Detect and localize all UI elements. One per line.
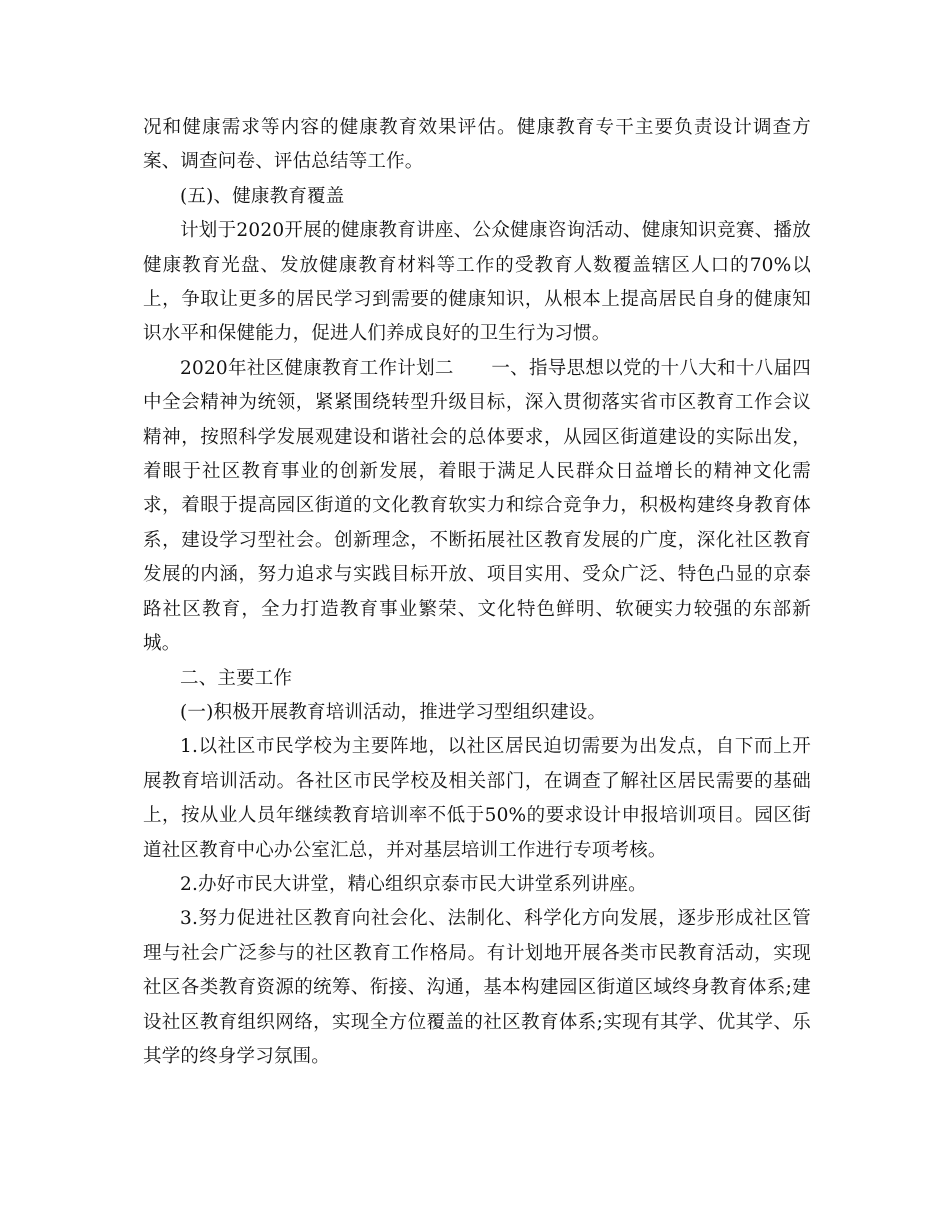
section-heading-coverage: (五)、健康教育覆盖 [180,185,345,207]
section-heading-main-work: 二、主要工作 [180,667,293,689]
document-body [143,111,811,1074]
paragraph-plan-two-guiding-thought: 2020年社区健康教育工作计划二 一、指导思想以党的十八大和十八届四中全会精神为统领，紧紧围绕转型升级目标，深入贯彻落实省市区教育工作会议精神，按照科学发展观建设和谐社会的总体要求，从园区街道建设的实际出发，着眼于社区教育事业的创新发展，着眼于满足人民群众日益增长的精神文化需求，着眼于提高园区街道的文化教育软实力和综合竞争力，积极构建终身教育体系，建设学习型社会。创新理念，不断拓展社区教育发展的广度，深化社区教育发展的内涵，努力追求与实践目标开放、项目实用、受众广泛、特色凸显的京泰路社区教育，全力打造教育事业繁荣、文化特色鲜明、软硬实力较强的东部新城。 [143,357,811,655]
list-item-2: 2.办好市民大讲堂，精心组织京泰市民大讲堂系列讲座。 [180,873,647,895]
list-item-1: 1.以社区市民学校为主要阵地，以社区居民迫切需要为出发点，自下而上开展教育培训活动。各社区市民学校及相关部门，在调查了解社区居民需要的基础上，按从业人员年继续教育培训率不低于50%的要求设计申报培训项目。园区街道社区教育中心办公室汇总，并对基层培训工作进行专项考核。 [143,736,811,861]
paragraph-coverage: 计划于2020开展的健康教育讲座、公众健康咨询活动、健康知识竞赛、播放健康教育光盘、发放健康教育材料等工作的受教育人数覆盖辖区人口的70%以上，争取让更多的居民学习到需要的健康知识，从根本上提高居民自身的健康知识水平和保健能力，促进人们养成良好的卫生行为习惯。 [143,220,811,345]
paragraph-evaluation-continued: 况和健康需求等内容的健康教育效果评估。健康教育专干主要负责设计调查方案、调查问卷、评估总结等工作。 [143,117,811,173]
subsection-heading-training: (一)积极开展教育培训活动，推进学习型组织建设。 [180,701,607,723]
list-item-3: 3.努力促进社区教育向社会化、法制化、科学化方向发展，逐步形成社区管理与社会广泛参与的社区教育工作格局。有计划地开展各类市民教育活动，实现社区各类教育资源的统筹、衔接、沟通，基本构建园区街道区域终身教育体系;建设社区教育组织网络，实现全方位覆盖的社区教育体系;实现有其学、优其学、乐其学的终身学习氛围。 [143,908,811,1067]
